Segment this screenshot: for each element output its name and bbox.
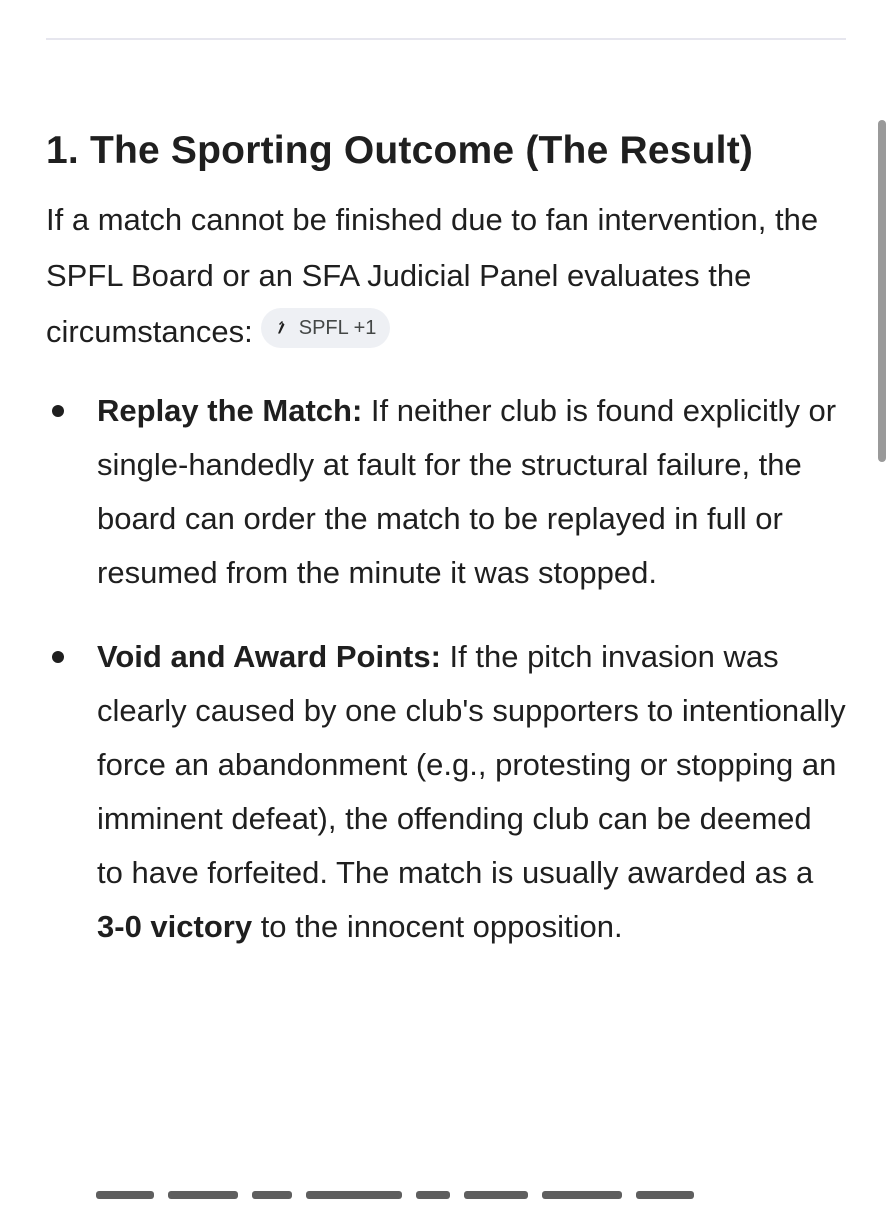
outcome-list <box>46 384 846 954</box>
list-item <box>46 384 846 600</box>
intro-paragraph <box>46 192 846 360</box>
bullet-dot <box>52 405 64 417</box>
bullet-dot <box>52 651 64 663</box>
top-divider <box>46 38 846 40</box>
link-icon <box>271 318 291 338</box>
list-item-lead: Replay the Match: <box>97 393 363 428</box>
source-chip[interactable] <box>261 308 391 348</box>
list-item-lead: Void and Award Points: <box>97 639 441 674</box>
scrollbar-thumb[interactable] <box>878 120 886 462</box>
list-item <box>46 630 846 954</box>
list-item-tail: to the innocent opposition. <box>252 909 623 944</box>
intro-text: If a match cannot be finished due to fan intervention, the SPFL Board or an SFA Judicial Panel evaluates the circumstances: <box>46 202 819 349</box>
list-item-text: If neither club is found explicitly or single-handedly at fault for the structural failure, the board can order the match to be replayed in full or resumed from the minute it was stopped. <box>97 393 837 590</box>
list-item-emphasis: 3-0 victory <box>97 909 253 944</box>
response-content <box>46 120 846 984</box>
cut-off-text-line <box>96 1186 836 1216</box>
section-heading: 1. The Sporting Outcome (The Result) <box>46 129 754 172</box>
list-item-text: If the pitch invasion was clearly caused by one club's supporters to intentionally force an abandonment (e.g., protesting or stopping an imminent defeat), the offending club can be deemed to have forfeited. The match is usually awarded as a <box>97 639 846 890</box>
source-chip-label: SPFL +1 <box>298 317 377 339</box>
